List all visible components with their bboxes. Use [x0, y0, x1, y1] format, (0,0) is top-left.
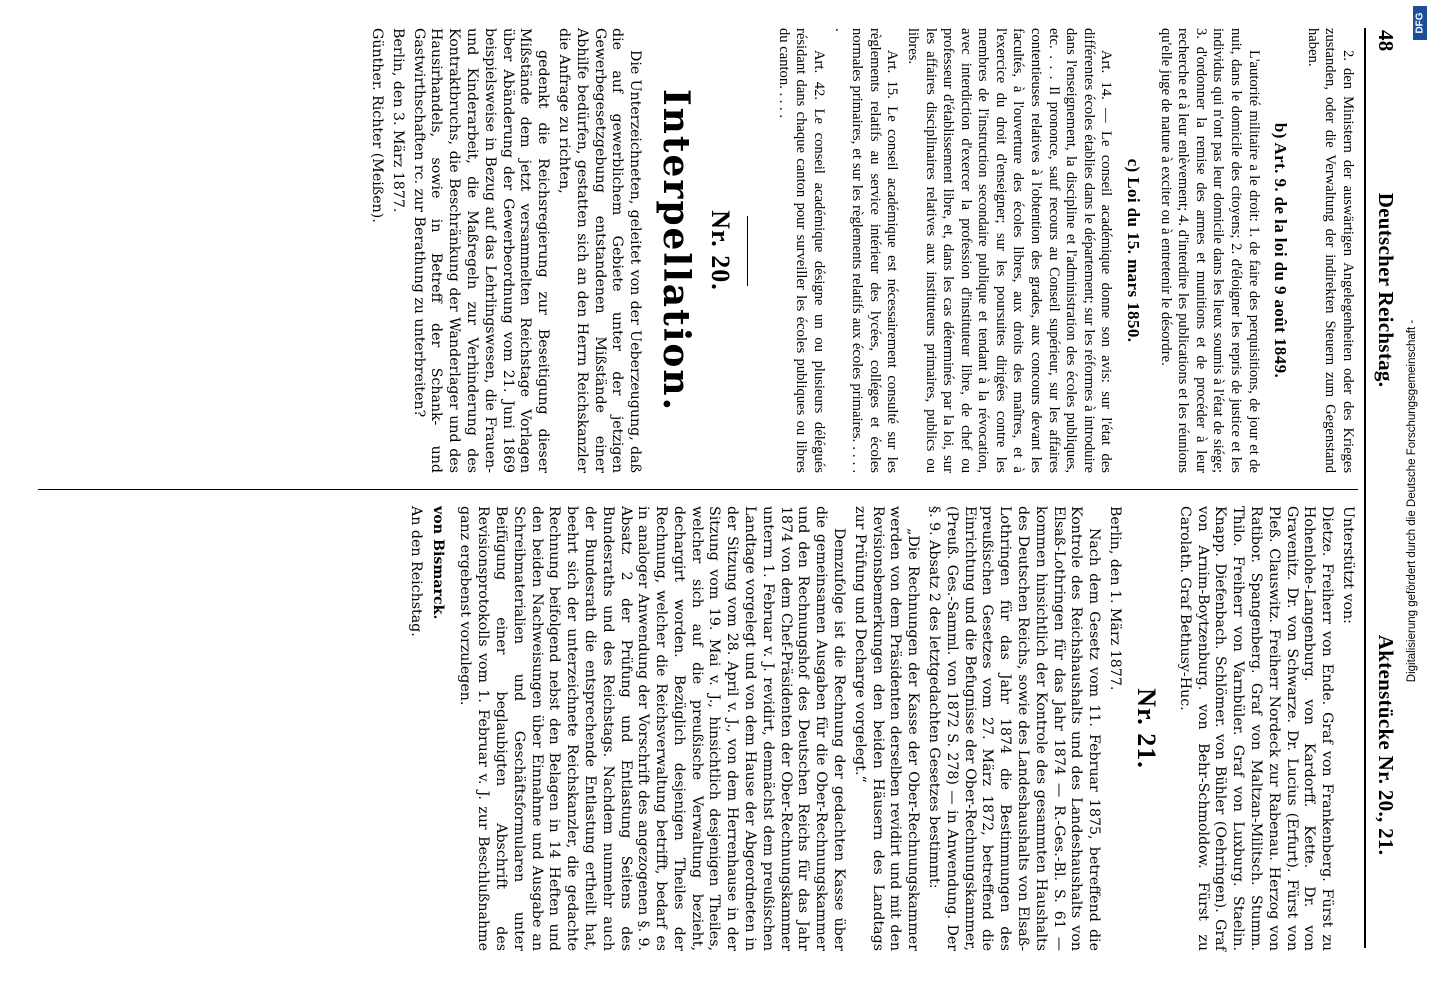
digitization-footer	[1395, 6, 1429, 996]
interpellation-intro: Die Unterzeichneten, geleitet von der Ueberzeugung, daß die auf gewerblichem Gebiete unter der jetzigen Gewerbegesetzgebung entstandenen Mißstände einer Abhilfe bedürfen, gestatten sich an den Herrn Reichskanzler die Anfrage zu richten,	[556, 28, 644, 473]
article-14-text: Art. 14. — Le conseil académique donne son avis: sur l'état des différentes écoles établies dans le département; sur les réformes à introduire dans l'enseignement, la discipline et l'administration des écoles publiques, etc. . . . Il prononce, sauf recours au Conseil supérieur, sur les affaires contentieuses relatives à l'obtention des grades, aux concours devant les facultés, à l'ouverture des écoles libres, aux droits des maîtres, et à l'exercice du droit d'enseigner; sur les poursuites dirigées contre les membres de l'instruction secondaire publique et tendant à la révocation, avec interdiction d'exercer la profession d'instituteur libre, de chef ou professeur d'établissement libre, et, dans les cas déterminés par la loi, sur les affaires disciplinaires relatives aux instituteurs primaires, publics ou libres.	[904, 28, 1115, 473]
paragraph-ministers: 2. den Ministern der auswärtigen Angelegenheiten oder des Krieges zustanden, oder die Verwaltung der indirekten Steuern zum Gegenstand haben.	[1304, 28, 1356, 473]
nr-21-heading: Nr. 21.	[1132, 688, 1162, 769]
right-column	[403, 506, 1356, 951]
dfg-logo	[1413, 6, 1427, 40]
digitization-note: Digitalisierung gefördert durch die Deutsche Forschungsgemeinschaft -	[1406, 319, 1418, 683]
nr-21-quoted-provision: „Die Rechnungen der Kasse der Ober-Rechnungskammer werden von dem Präsidenten derselben revidirt und mit den Revisionsbemerkungen den beiden Häusern des Landtags zur Prüfung und Decharge vorgelegt.“	[851, 506, 922, 951]
nr-21-law-paragraph: Nach dem Gesetz vom 11. Februar 1875, betreffend die Kontrole des Reichshaushalts und des Landeshaushalts von Elsaß-Lothringen für das Jahr 1874 — R.-Ges.-Bl. S. 61 — kommen hinsichtlich der Kontrole des gesammten Haushalts des Deutschen Reichs, sowie des Landeshaushalts von Elsaß-Lothringen für das Jahr 1874 die Bestimmungen des preußischen Gesetzes vom 27. März 1872, betreffend die Einrichtung und die Befugnisse der Ober-Rechnungskammer, (Preuß. Ges.-Samml. von 1872 S. 278) — in Anwendung. Der §. 9. Absatz 2 des letztgedachten Gesetzes bestimmt:	[926, 506, 1103, 951]
dfg-logo-text: DFG	[1414, 12, 1426, 34]
supported-by-label: Unterstützt von:	[1340, 506, 1356, 624]
interpellation-heading: Interpellation.	[655, 88, 698, 413]
rotated-document-page	[16, 0, 1416, 980]
article-15-text: Art. 15. Le conseil académique est nécessairement consulté sur les règlements relatifs au service intérieur des lycées, colléges et écoles normales primaires, et sur les règlements relatifs aux écoles primaires. . . . . .	[831, 28, 901, 473]
running-header-left: Deutscher Reichstag.	[1374, 192, 1398, 388]
section-c-title: c) Loi du 15. mars 1850.	[1124, 158, 1144, 343]
interpellation-date: Berlin, den 3. März 1877.	[389, 28, 406, 213]
section-b-text: L'autorité militaire a le droit: 1. de faire des perquisitions, de jour et de nuit, dans le domicile des citoyens; 2. d'éloigner les repris de justice et les individus qui n'ont pas leur domicile dans les lieux soumis à l'état de siége; 3. d'ordonner la remise des armes et munitions et de procéder à leur recherche et à leur enlèvement; 4. d'interdire les publications et les réunions qu'elle juge de nature à exciter ou à entretenir le désordre.	[1157, 28, 1262, 473]
separator-rule	[747, 216, 748, 286]
header-rule	[1364, 28, 1366, 948]
nr-21-accounts-paragraph: Demzufolge ist die Rechnung der gedachten Kasse über die gemeinsamen Ausgaben für die Ober-Rechnungskammer und den Rechnungshof des Deutschen Reichs für das Jahr 1874 von dem Chef-Präsidenten der Ober-Rechnungskammer unterm 1. Februar v. J. revidirt, demnächst dem preußischen Landtage vorgelegt und von dem Hause der Abgeordneten in der Sitzung vom 28. April v. J., von dem Herrenhause in der Sitzung vom 19. Mai v. J., hinsichtlich desjenigen Theiles, welcher sich auf die preußische Verwaltung bezieht, dechargirt worden. Bezüglich desjenigen Theiles der Rechnung, welcher die Reichsverwaltung betrifft, bedarf es in analoger Anwendung der Vorschrift des angezogenen §. 9. Absatz 2 der Prüfung und Entlastung Seitens des Bundesraths und des Reichstags. Nachdem nunmehr auch der Bundesrath die entsprechende Entlastung ertheilt hat, beehrt sich der unterzeichnete Reichskanzler, die gedachte Rechnung beifolgend nebst den Belagen in 14 Heften und den beiden Nachweisungen über Einnahme und Ausgabe an Schreibmaterialien und Geschäftsformularen unter Beifügung einer beglaubigten Abschrift des Revisionsprotokolls vom 1. Februar v. J. zur Beschlußnahme ganz ergebenst vorzulegen.	[457, 506, 848, 951]
interpellation-question: gedenkt die Reichsregierung zur Beseitigung dieser Mißstände dem jetzt versammelten Reichstage Vorlagen über Abänderung der Gewerbeordnung vom 21. Juni 1869 beispielsweise in Bezug auf das Lehrlingswesen, die Frauen- und Kinderarbeit, die Maßregeln zur Verhinderung des Kontraktbruchs, die Beschränkung der Wanderlager und des Hausirhandels, sowie in Betreff der Schank- und Gastwirthschaften rc. zur Berathung zu unterbreiten?	[410, 28, 552, 473]
article-42-text: Art. 42. Le conseil académique désigne un ou plusieurs délégués résidant dans chaque canton pour surveiller les écoles publiques ou libres du canton. . . . .	[775, 28, 827, 473]
section-b-title: b) Art. 9. de la loi du 9 août 1849.	[1271, 122, 1291, 379]
nr-20-heading: Nr. 20.	[706, 210, 736, 291]
addressee: An den Reichstag.	[407, 506, 424, 637]
interpellation-signatures: Günther. Richter (Meißen).	[369, 28, 386, 223]
running-header-right: Aktenstücke Nr. 20., 21.	[1374, 634, 1398, 856]
supporters-list: Dietze. Freiherr von Ende. Graf von Frankenberg. Fürst zu Hohenlohe-Langenburg. von Kardorff. Kette. Dr. von Gravenitz. Dr. von Schwarze. Dr. Lucius (Erfurt). Fürst von Pleß. Clauswitz. Freiherr Nordeck zur Rabenau. Herzog von Ratibor. Spangenberg. Graf von Maltzan-Militsch. Stumm. Thilo. Freiherr von Varnbüler. Graf von Luxburg. Staelin. Knapp. Diefenbach. Schlömer. von Bühler (Oehringen). Graf von Arnim-Boytzenburg. von Behr-Schmoldow. Fürst zu Carolath. Graf Bethusy-Huc.	[1176, 506, 1336, 951]
nr-21-date: Berlin, den 1. März 1877.	[1107, 506, 1124, 691]
page-number: 48	[1374, 30, 1398, 52]
left-column	[364, 28, 1356, 473]
column-divider	[38, 489, 1358, 490]
chancellor-signature: von Bismarck.	[429, 506, 446, 620]
